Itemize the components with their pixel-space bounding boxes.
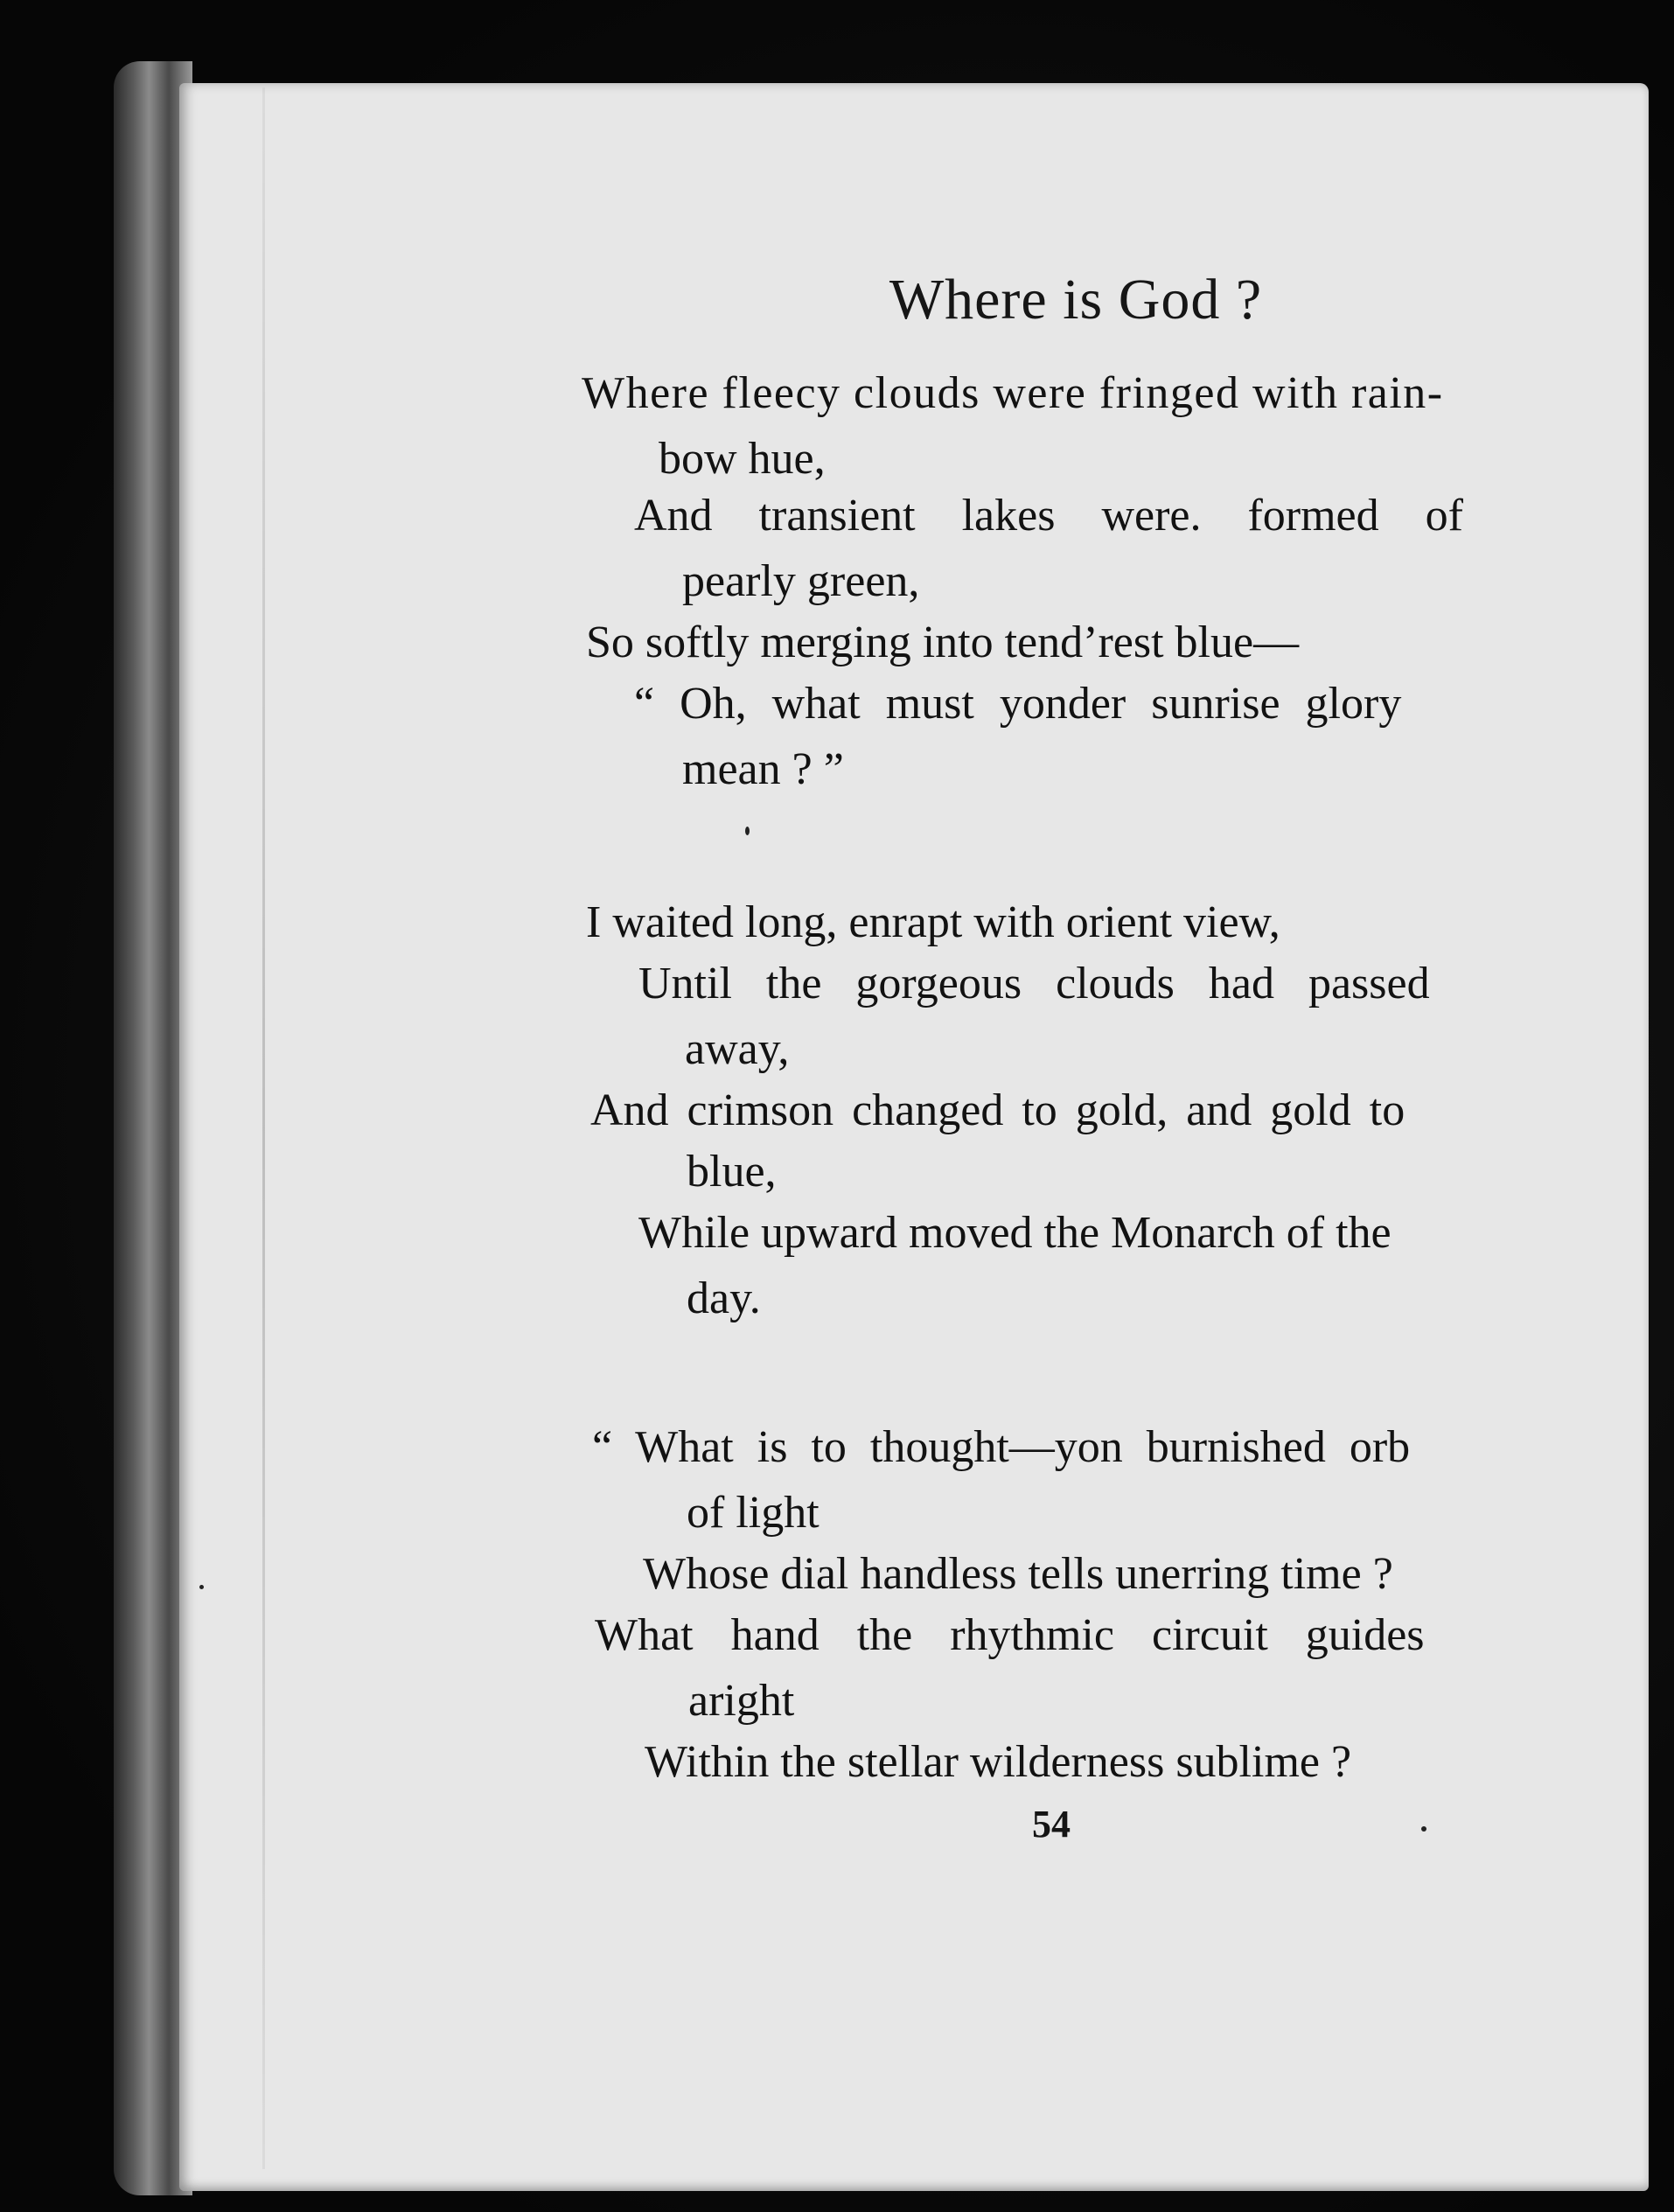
verse-line: “ Oh, what must yonder sunrise glory [634, 679, 1402, 729]
verse-line: away, [685, 1024, 790, 1074]
verse-line: Within the stellar wilderness sublime ? [645, 1737, 1352, 1787]
verse-line: I waited long, enrapt with orient view, [586, 897, 1280, 947]
verse-line: Whose dial handless tells unerring time ? [643, 1549, 1393, 1599]
verse-line: What hand the rhythmic circuit guides [595, 1610, 1425, 1660]
verse-line: mean ? ” [682, 744, 844, 794]
scan-speck [745, 827, 750, 835]
scan-speck [199, 1585, 204, 1589]
verse-line: of light [687, 1488, 820, 1538]
verse-line: So softly merging into tend’rest blue— [586, 618, 1300, 667]
verse-line: Until the gorgeous clouds had passed [638, 959, 1430, 1008]
scan-speck [1421, 1826, 1426, 1832]
verse-line: blue, [687, 1147, 777, 1197]
poem-title: Where is God ? [889, 268, 1263, 331]
verse-line: Where fleecy clouds were fringed with rain- [582, 368, 1444, 418]
verse-line: day. [687, 1273, 761, 1323]
verse-line: While upward moved the Monarch of the [638, 1208, 1392, 1258]
page-fold-line [262, 87, 265, 2169]
verse-line: “ What is to thought—yon burnished orb [592, 1422, 1411, 1472]
verse-line: pearly green, [682, 556, 920, 606]
verse-line: aright [688, 1676, 795, 1726]
verse-line: And transient lakes were. formed of [634, 491, 1463, 541]
verse-line: And crimson changed to gold, and gold to [590, 1085, 1405, 1135]
page-number: 54 [1032, 1803, 1071, 1846]
verse-line: bow hue, [659, 434, 826, 484]
